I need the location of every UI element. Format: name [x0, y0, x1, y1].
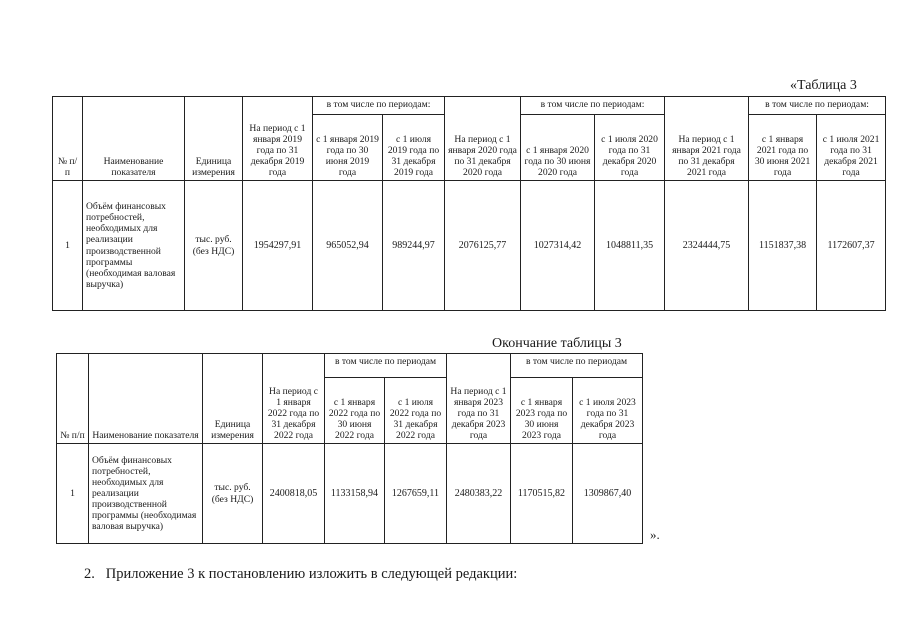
- table-row: [57, 444, 643, 544]
- table1: [52, 96, 886, 311]
- table1-header-2020-h2: с 1 июля 2020 года по 31 декабря 2020 года: [595, 115, 665, 181]
- table2-value-2023: 2480383,22: [447, 444, 511, 544]
- closing-quote: ».: [650, 527, 660, 542]
- table1-header-2021-h2: с 1 июля 2021 года по 31 декабря 2021 года: [817, 115, 886, 181]
- table2-value-2022-h1: 1133158,94: [325, 444, 385, 544]
- table1-header-2020-h1: с 1 января 2020 года по 30 июня 2020 года: [521, 115, 595, 181]
- table2-header-2023-h1: с 1 января 2023 года по 30 июня 2023 года: [511, 378, 573, 444]
- table2-value-2022-h2: 1267659,11: [385, 444, 447, 544]
- table2-row-unit: тыс. руб. (без НДС): [203, 444, 263, 544]
- table2-header-name: Наименование показателя: [89, 354, 203, 444]
- table1-value-2019: 1954297,91: [243, 181, 313, 311]
- table1-value-2021: 2324444,75: [665, 181, 749, 311]
- table1-value-2021-h2: 1172607,37: [817, 181, 886, 311]
- table2-header-2023-h2: с 1 июля 2023 года по 31 декабря 2023 года: [573, 378, 643, 444]
- table2-row-num: 1: [57, 444, 89, 544]
- table1-row-num: 1: [53, 181, 83, 311]
- table1-header-num: № п/п: [53, 97, 83, 181]
- table1-header-2020-sub: в том числе по периодам:: [521, 97, 665, 115]
- table1-caption: «Таблица 3: [790, 78, 857, 93]
- table1-value-2019-h2: 989244,97: [383, 181, 445, 311]
- table2-value-2023-h1: 1170515,82: [511, 444, 573, 544]
- table1-header-2019: На период с 1 января 2019 года по 31 декабря 2019 года: [243, 97, 313, 181]
- table2-header-2022: На период с 1 января 2022 года по 31 декабря 2022 года: [263, 354, 325, 444]
- table1-row-name: Объём финансовых потребностей, необходимых для реализации производственной программы (необходимая валовая выручка): [83, 181, 185, 311]
- table2-header-2022-h2: с 1 июля 2022 года по 31 декабря 2022 года: [385, 378, 447, 444]
- table2-row-name: Объём финансовых потребностей, необходимых для реализации производственной программы (необходимая валовая выручка): [89, 444, 203, 544]
- table1-value-2020-h1: 1027314,42: [521, 181, 595, 311]
- table1-header-2019-h1: с 1 января 2019 года по 30 июня 2019 года: [313, 115, 383, 181]
- table1-header-2021-sub: в том числе по периодам:: [749, 97, 886, 115]
- table1-value-2020: 2076125,77: [445, 181, 521, 311]
- table1-header-2021: На период с 1 января 2021 года по 31 декабря 2021 года: [665, 97, 749, 181]
- table2-header-unit: Единица измерения: [203, 354, 263, 444]
- table1-header-2021-h1: с 1 января 2021 года по 30 июня 2021 года: [749, 115, 817, 181]
- table1-header-unit: Единица измерения: [185, 97, 243, 181]
- table2-header-num: № п/п: [57, 354, 89, 444]
- table1-value-2020-h2: 1048811,35: [595, 181, 665, 311]
- table2: [56, 353, 643, 544]
- table1-header-2020: На период с 1 января 2020 года по 31 декабря 2020 года: [445, 97, 521, 181]
- table2-header-2023: На период с 1 января 2023 года по 31 декабря 2023 года: [447, 354, 511, 444]
- table1-header-2019-h2: с 1 июля 2019 года по 31 декабря 2019 года: [383, 115, 445, 181]
- table-row: [53, 181, 886, 311]
- paragraph-item-2: 2. Приложение 3 к постановлению изложить в следующей редакции:: [84, 566, 518, 582]
- table1-row-unit: тыс. руб. (без НДС): [185, 181, 243, 311]
- table2-caption: Окончание таблицы 3: [492, 336, 622, 351]
- table2-header-2022-sub: в том числе по периодам: [325, 354, 447, 378]
- table1-value-2021-h1: 1151837,38: [749, 181, 817, 311]
- table2-value-2023-h2: 1309867,40: [573, 444, 643, 544]
- table1-value-2019-h1: 965052,94: [313, 181, 383, 311]
- table1-header-name: Наименование показателя: [83, 97, 185, 181]
- table2-header-2022-h1: с 1 января 2022 года по 30 июня 2022 года: [325, 378, 385, 444]
- table2-value-2022: 2400818,05: [263, 444, 325, 544]
- table1-header-2019-sub: в том числе по периодам:: [313, 97, 445, 115]
- table2-header-2023-sub: в том числе по периодам: [511, 354, 643, 378]
